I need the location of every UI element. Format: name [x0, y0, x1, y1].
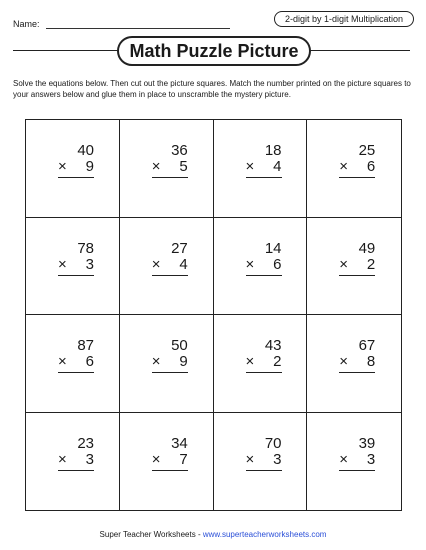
- problem: [246, 338, 282, 373]
- multiplier: 9: [179, 353, 188, 370]
- footer-separator: -: [195, 530, 203, 539]
- problem-cell: [214, 218, 308, 316]
- problem: [246, 436, 282, 471]
- multiplier: 5: [179, 158, 188, 175]
- problem: [58, 436, 94, 471]
- footer: [0, 530, 426, 539]
- footer-brand: Super Teacher Worksheets: [99, 530, 196, 539]
- problem: [339, 436, 375, 471]
- multiplier: 2: [366, 255, 376, 273]
- problem-cell: [214, 315, 308, 413]
- problem-cell: [307, 120, 401, 218]
- operator: ×: [151, 353, 161, 370]
- multiplier: 3: [273, 450, 282, 468]
- instructions: Solve the equations below. Then cut out the picture squares. Match the number printed on the picture squares to your answers below and glue them in place to unscramble the mystery picture.: [13, 79, 411, 99]
- page-title: Math Puzzle Picture: [117, 36, 311, 66]
- problem-cell: [120, 120, 214, 218]
- problem: [152, 143, 188, 178]
- multiplicand: 67: [358, 337, 376, 354]
- problem-grid: [25, 119, 402, 511]
- multiplicand: 23: [77, 434, 94, 452]
- multiplicand: 25: [358, 142, 376, 159]
- problem: [339, 338, 375, 373]
- multiplier: 6: [366, 158, 376, 175]
- problem: [246, 241, 282, 276]
- operator: ×: [58, 158, 67, 175]
- multiplier: 8: [366, 353, 376, 370]
- multiplier: 9: [85, 158, 94, 175]
- problem-cell: [26, 413, 120, 511]
- multiplicand: 27: [171, 239, 188, 257]
- multiplier: 3: [366, 450, 376, 468]
- multiplicand: 36: [171, 142, 188, 159]
- multiplier: 2: [273, 353, 282, 370]
- operator: ×: [245, 450, 255, 468]
- problem: [339, 143, 375, 178]
- operator: ×: [245, 353, 255, 370]
- multiplicand: 50: [171, 337, 188, 354]
- multiplicand: 14: [264, 239, 282, 257]
- problem: [339, 241, 375, 276]
- problem-cell: [26, 315, 120, 413]
- problem-cell: [120, 218, 214, 316]
- multiplicand: 78: [77, 239, 94, 257]
- problem: [58, 143, 94, 178]
- multiplicand: 70: [264, 434, 282, 452]
- multiplier: 7: [179, 450, 188, 468]
- multiplier: 4: [273, 158, 282, 175]
- problem-cell: [120, 315, 214, 413]
- operator: ×: [58, 255, 67, 273]
- footer-url-link[interactable]: www.superteacherworksheets.com: [202, 530, 327, 539]
- problem-cell: [214, 413, 308, 511]
- operator: ×: [339, 158, 349, 175]
- worksheet-type-badge: 2-digit by 1-digit Multiplication: [274, 11, 414, 27]
- problem-cell: [120, 413, 214, 511]
- problem-cell: [214, 120, 308, 218]
- operator: ×: [339, 353, 349, 370]
- operator: ×: [339, 450, 349, 468]
- problem: [152, 338, 188, 373]
- problem: [58, 241, 94, 276]
- problem: [152, 241, 188, 276]
- operator: ×: [151, 450, 161, 468]
- multiplicand: 49: [358, 239, 376, 257]
- operator: ×: [245, 255, 255, 273]
- problem-cell: [307, 315, 401, 413]
- operator: ×: [151, 158, 161, 175]
- multiplicand: 40: [77, 142, 94, 159]
- name-label: Name:: [13, 19, 40, 29]
- operator: ×: [58, 450, 67, 468]
- multiplier: 6: [85, 353, 94, 370]
- problem: [152, 436, 188, 471]
- problem-cell: [26, 218, 120, 316]
- operator: ×: [245, 158, 255, 175]
- multiplicand: 43: [264, 337, 282, 354]
- multiplicand: 18: [264, 142, 282, 159]
- name-line: [46, 28, 230, 29]
- problem: [58, 338, 94, 373]
- problem: [246, 143, 282, 178]
- problem-cell: [307, 413, 401, 511]
- multiplicand: 39: [358, 434, 376, 452]
- multiplier: 6: [273, 255, 282, 273]
- problem-cell: [26, 120, 120, 218]
- multiplier: 3: [85, 450, 94, 468]
- multiplier: 3: [85, 255, 94, 273]
- multiplicand: 34: [171, 434, 188, 452]
- multiplicand: 87: [77, 337, 94, 354]
- operator: ×: [58, 353, 67, 370]
- multiplier: 4: [179, 255, 188, 273]
- operator: ×: [151, 255, 161, 273]
- operator: ×: [339, 255, 349, 273]
- problem-cell: [307, 218, 401, 316]
